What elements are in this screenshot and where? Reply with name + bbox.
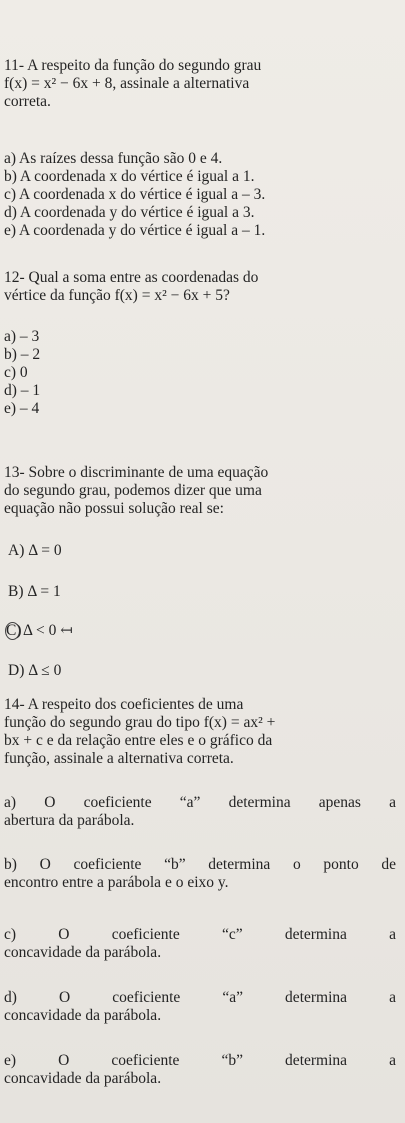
- question-14-stem: [4, 696, 396, 768]
- question-14-line-1: 14- A respeito dos coeficientes de uma: [4, 696, 244, 713]
- option-line-1: b) O coeficiente “b” determina o ponto de: [4, 856, 396, 873]
- q11-option-b[interactable]: b) A coordenada x do vértice é igual a 1.: [4, 168, 255, 185]
- question-14-line-2: função do segundo grau do tipo f(x) = ax² +: [4, 714, 276, 731]
- question-14-line-3: bx + c e da relação entre eles e o gráfico da: [4, 732, 273, 749]
- option-line-2: concavidade da parábola.: [4, 1007, 162, 1024]
- q12-option-b[interactable]: b) – 2: [4, 346, 41, 363]
- q12-option-c[interactable]: c) 0: [4, 364, 28, 381]
- q14-option-e[interactable]: [4, 1052, 396, 1088]
- option-line-1: e) O coeficiente “b” determina a: [4, 1052, 396, 1069]
- q11-option-d[interactable]: d) A coordenada y do vértice é igual a 3.: [4, 204, 255, 221]
- q13-option-a[interactable]: [8, 542, 400, 560]
- question-12-stem: [4, 269, 396, 305]
- option-line-2: encontro entre a parábola e o eixo y.: [4, 874, 229, 891]
- question-11-line-1: 11- A respeito da função do segundo grau: [4, 57, 262, 74]
- question-13-line-1: 13- Sobre o discriminante de uma equação: [4, 464, 269, 481]
- q13-option-d[interactable]: [8, 662, 400, 680]
- q11-option-c[interactable]: c) A coordenada x do vértice é igual a – 3.: [4, 186, 266, 203]
- q14-option-c[interactable]: [4, 926, 396, 962]
- question-12-line-2: vértice da função f(x) = x² − 6x + 5?: [4, 287, 230, 304]
- option-line-2: abertura da parábola.: [4, 812, 135, 829]
- question-11-stem: [4, 57, 396, 111]
- option-text: Δ = 1: [27, 583, 61, 600]
- q13-option-b[interactable]: [8, 583, 400, 601]
- question-13-line-2: do segundo grau, podemos dizer que uma: [4, 482, 262, 499]
- question-12-line-1: 12- Qual a soma entre as coordenadas do: [4, 269, 259, 286]
- option-line-1: c) O coeficiente “c” determina a: [4, 926, 396, 943]
- q12-option-a[interactable]: a) – 3: [4, 328, 40, 345]
- question-12-options: [4, 328, 396, 418]
- q11-option-e[interactable]: e) A coordenada y do vértice é igual a – 1.: [4, 222, 266, 239]
- option-line-2: concavidade da parábola.: [4, 944, 162, 961]
- question-13-stem: [4, 464, 396, 518]
- q11-option-a[interactable]: a) As raízes dessa função são 0 e 4.: [4, 150, 223, 167]
- option-text: Δ = 0: [28, 542, 62, 559]
- option-letter: B): [8, 583, 24, 600]
- option-text: Δ < 0: [23, 622, 57, 639]
- question-11-options: [4, 150, 396, 240]
- q13-option-c[interactable]: [8, 622, 400, 640]
- question-11-line-2: f(x) = x² − 6x + 8, assinale a alternativa: [4, 75, 250, 92]
- q14-option-b[interactable]: [4, 856, 396, 892]
- option-letter: A): [8, 542, 25, 559]
- q14-option-d[interactable]: [4, 989, 396, 1025]
- option-line-2: concavidade da parábola.: [4, 1070, 162, 1087]
- option-text: Δ ≤ 0: [28, 662, 62, 679]
- question-13-line-3: equação não possui solução real se:: [4, 500, 224, 517]
- q14-option-a[interactable]: [4, 794, 396, 830]
- q12-option-d[interactable]: d) – 1: [4, 382, 41, 399]
- question-11-line-3: correta.: [4, 93, 51, 110]
- handwritten-circle-mark: [5, 622, 20, 640]
- handwritten-arrow-icon: ↤: [60, 623, 73, 639]
- question-14-line-4: função, assinale a alternativa correta.: [4, 750, 234, 767]
- option-letter: C): [6, 622, 22, 639]
- q12-option-e[interactable]: e) – 4: [4, 400, 40, 417]
- option-letter: D): [8, 662, 25, 679]
- option-line-1: d) O coeficiente “a” determina a: [4, 989, 396, 1006]
- option-line-1: a) O coeficiente “a” determina apenas a: [4, 794, 396, 811]
